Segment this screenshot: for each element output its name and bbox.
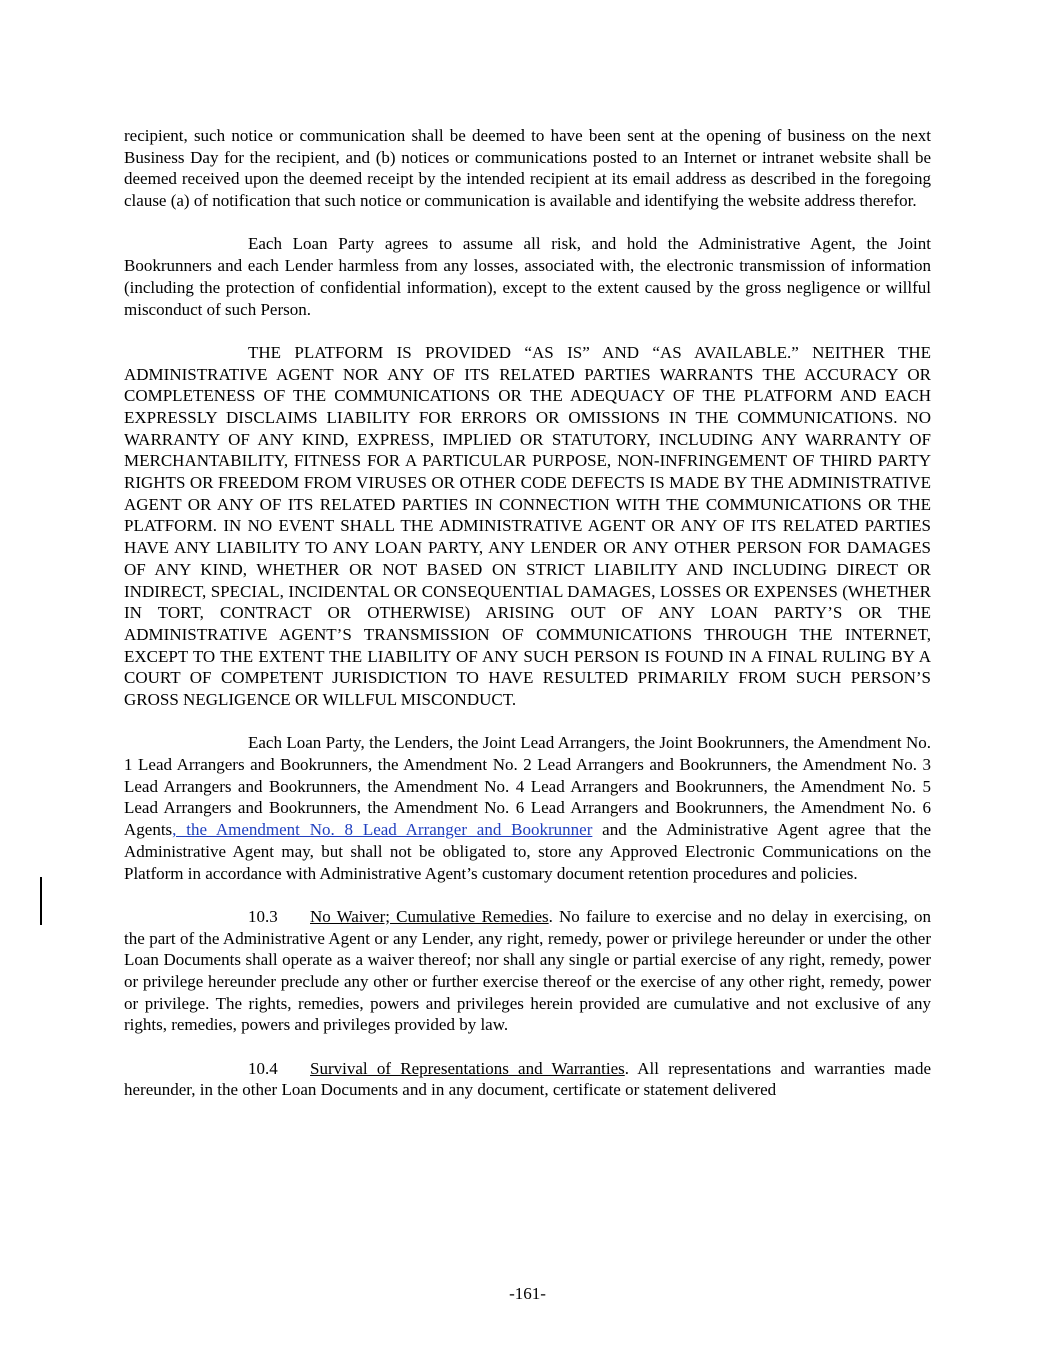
paragraph-document-retention: [124, 732, 931, 884]
section-heading: Survival of Representations and Warranties: [310, 1058, 625, 1078]
retention-text-before: Each Loan Party, the Lenders, the Joint Lead Arrangers, the Joint Bookrunners, the Amendment No. 1 Lead Arrangers and Bookrunners, the Amendment No. 2 Lead Arrangers and Bookrunners, the Amendment No. 3 Lead Arrangers and Bookrunners, the Amendment No. 4 Lead Arrangers and Bookrunners, the Amendment No. 5 Lead Arrangers and Bookrunners, the Amendment No. 6 Lead Arrangers and Bookrunners, the Amendment No. 6 Agents: [124, 733, 931, 840]
paragraph-assume-risk: Each Loan Party agrees to assume all risk, and hold the Administrative Agent, the Joint Bookrunners and each Lender harmless from any losses, associated with, the electronic transmission of information (including the protection of confidential information), except to the extent caused by the gross negligence or willful misconduct of such Person.: [124, 234, 931, 319]
section-text: . All representations and warranties made hereunder, in the other Loan Documents and in any document, certificate or statement delivered: [124, 1058, 931, 1100]
page-number: -161-: [509, 1284, 546, 1303]
section-number: 10.4: [248, 1058, 278, 1078]
section-heading: No Waiver; Cumulative Remedies: [310, 906, 549, 926]
section-10-4: [124, 1058, 931, 1101]
retention-text-after: and the Administrative Agent agree that the Administrative Agent may, but shall not be obligated to, store any Approved Electronic Communications on the Platform in accordance with Administrative Agent’s customary document retention procedures and policies.: [124, 820, 931, 883]
inserted-amendment-text: , the Amendment No. 8 Lead Arranger and Bookrunner: [172, 820, 593, 840]
body-text: [124, 125, 931, 1123]
paragraph-platform-disclaimer: THE PLATFORM IS PROVIDED “AS IS” AND “AS AVAILABLE.” NEITHER THE ADMINISTRATIVE AGENT NOR ANY OF ITS RELATED PARTIES WARRANTS THE ACCURACY OR COMPLETENESS OF THE COMMUNICATIONS OR THE ADEQUACY OF THE PLATFORM AND EACH EXPRESSLY DISCLAIMS LIABILITY FOR ERRORS OR OMISSIONS IN THE COMMUNICATIONS. NO WARRANTY OF ANY KIND, EXPRESS, IMPLIED OR STATUTORY, INCLUDING ANY WARRANTY OF MERCHANTABILITY, FITNESS FOR A PARTICULAR PURPOSE, NON-INFRINGEMENT OF THIRD PARTY RIGHTS OR FREEDOM FROM VIRUSES OR OTHER CODE DEFECTS IS MADE BY THE ADMINISTRATIVE AGENT OR ANY OF ITS RELATED PARTIES IN CONNECTION WITH THE COMMUNICATIONS OR THE PLATFORM. IN NO EVENT SHALL THE ADMINISTRATIVE AGENT OR ANY OF ITS RELATED PARTIES HAVE ANY LIABILITY TO ANY LOAN PARTY, ANY LENDER OR ANY OTHER PERSON FOR DAMAGES OF ANY KIND, WHETHER OR NOT BASED ON STRICT LIABILITY AND INCLUDING DIRECT OR INDIRECT, SPECIAL, INCIDENTAL OR CONSEQUENTIAL DAMAGES, LOSSES OR EXPENSES (WHETHER IN TORT, CONTRACT OR OTHERWISE) ARISING OUT OF ANY LOAN PARTY’S OR THE ADMINISTRATIVE AGENT’S TRANSMISSION OF COMMUNICATIONS THROUGH THE INTERNET, EXCEPT TO THE EXTENT THE LIABILITY OF ANY SUCH PERSON IS FOUND IN A FINAL RULING BY A COURT OF COMPETENT JURISDICTION TO HAVE RESULTED PRIMARILY FROM SUCH PERSON’S GROSS NEGLIGENCE OR WILLFUL MISCONDUCT.: [124, 342, 931, 710]
paragraph-notice-continuation: recipient, such notice or communication shall be deemed to have been sent at the opening of business on the next Business Day for the recipient, and (b) notices or communications posted to an Internet or intranet website shall be deemed received upon the deemed receipt by the intended recipient at its email address as described in the foregoing clause (a) of notification that such notice or communication is available and identifying the website address therefor.: [124, 126, 931, 211]
section-text: . No failure to exercise and no delay in exercising, on the part of the Administrative Agent or any Lender, any right, remedy, power or privilege hereunder or under the other Loan Documents shall operate as a waiver thereof; nor shall any single or partial exercise of any right, remedy, power or privilege hereunder preclude any other or further exercise thereof or the exercise of any other right, remedy, power or privilege. The rights, remedies, powers and privileges herein provided are cumulative and not exclusive of any rights, remedies, powers and privileges provided by law.: [124, 906, 932, 1035]
revision-change-bar: [40, 877, 42, 925]
section-number: 10.3: [248, 906, 278, 926]
section-10-3: [124, 906, 931, 1036]
